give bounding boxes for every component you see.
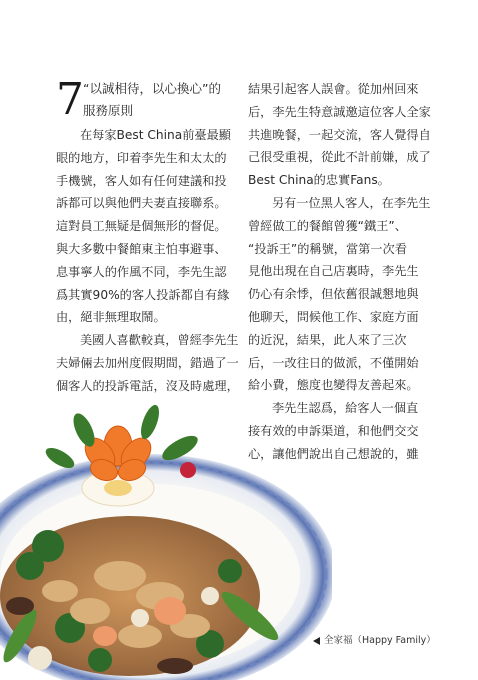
section-title-line-2: 服務原則 bbox=[83, 103, 134, 118]
photo-caption bbox=[313, 632, 436, 646]
text-line: 心，讓他們說出自己想說的，雖 bbox=[248, 446, 419, 461]
text-line: 另有一位黑人客人，在李先生 bbox=[272, 195, 431, 210]
text-line: 共進晚餐，一起交流，客人覺得自 bbox=[248, 127, 431, 142]
text-line: 與大多數中餐館東主怕事避事、 bbox=[56, 241, 227, 256]
text-line: 他聊天，問候他工作、家庭方面 bbox=[248, 309, 419, 324]
text-line: 接有效的申訴渠道，和他們交交 bbox=[248, 423, 419, 438]
triangle-pointer-icon bbox=[313, 637, 320, 645]
text-line: 這對員工無疑是個無形的督促。 bbox=[56, 219, 227, 234]
text-line: 個客人的投訴電話，沒及時處理， bbox=[56, 378, 239, 393]
text-line: 己很受重視，從此不計前嫌，成了 bbox=[248, 150, 431, 165]
egg-yolk bbox=[104, 480, 132, 496]
text-line: 結果引起客人誤會。從加州回來 bbox=[248, 82, 419, 96]
text-line: 手機號，客人如有任何建議和投 bbox=[56, 173, 227, 188]
left-column bbox=[56, 74, 239, 398]
text-line: 的近況，結果，此人來了三次 bbox=[248, 332, 407, 347]
text-line: 訴都可以與他們夫妻直接聯系。 bbox=[56, 196, 227, 211]
text-line: 仍心有余悸，但依舊很誠懇地與 bbox=[248, 287, 419, 302]
caption-text: 全家福（Happy Family） bbox=[324, 635, 436, 646]
text-line: 美國人喜歡較真，曾經李先生 bbox=[80, 333, 239, 348]
text-line: 曾經做工的餐館曾獲“鐵王”、 bbox=[248, 218, 407, 233]
section-title-line-1: “以誠相待，以心換心”的 bbox=[83, 81, 221, 96]
text-line: 息事寧人的作風不同，李先生認 bbox=[56, 264, 227, 279]
text-line: 爲其實90%的客人投訴都自有緣 bbox=[56, 287, 230, 302]
left-body-text bbox=[56, 124, 239, 398]
text-line: 給小費，態度也變得友善起來。 bbox=[248, 378, 419, 393]
text-line: 后，李先生特意誠邀這位客人全家 bbox=[248, 104, 431, 119]
text-line: 在每家Best China前臺最顯 bbox=[80, 128, 231, 142]
food-photo bbox=[0, 396, 332, 680]
text-line: “投訴王”的稱號，當第一次看 bbox=[248, 241, 407, 256]
section-heading bbox=[56, 74, 236, 125]
text-line: 后，一改往日的做派，不僅開始 bbox=[248, 355, 419, 370]
text-line: Best China的忠實Fans。 bbox=[248, 173, 390, 188]
text-line: 眼的地方，印着李先生和太太的 bbox=[56, 150, 227, 165]
text-line: 夫婦倆去加州度假期間，錯過了一 bbox=[56, 355, 239, 370]
text-line: 由，絕非無理取鬧。 bbox=[56, 310, 166, 325]
section-number: 7 bbox=[56, 74, 84, 125]
text-line: 見他出現在自己店裏時，李先生 bbox=[248, 264, 419, 279]
text-line: 李先生認爲，給客人一個直 bbox=[272, 401, 419, 416]
cherry-garnish bbox=[180, 462, 196, 478]
